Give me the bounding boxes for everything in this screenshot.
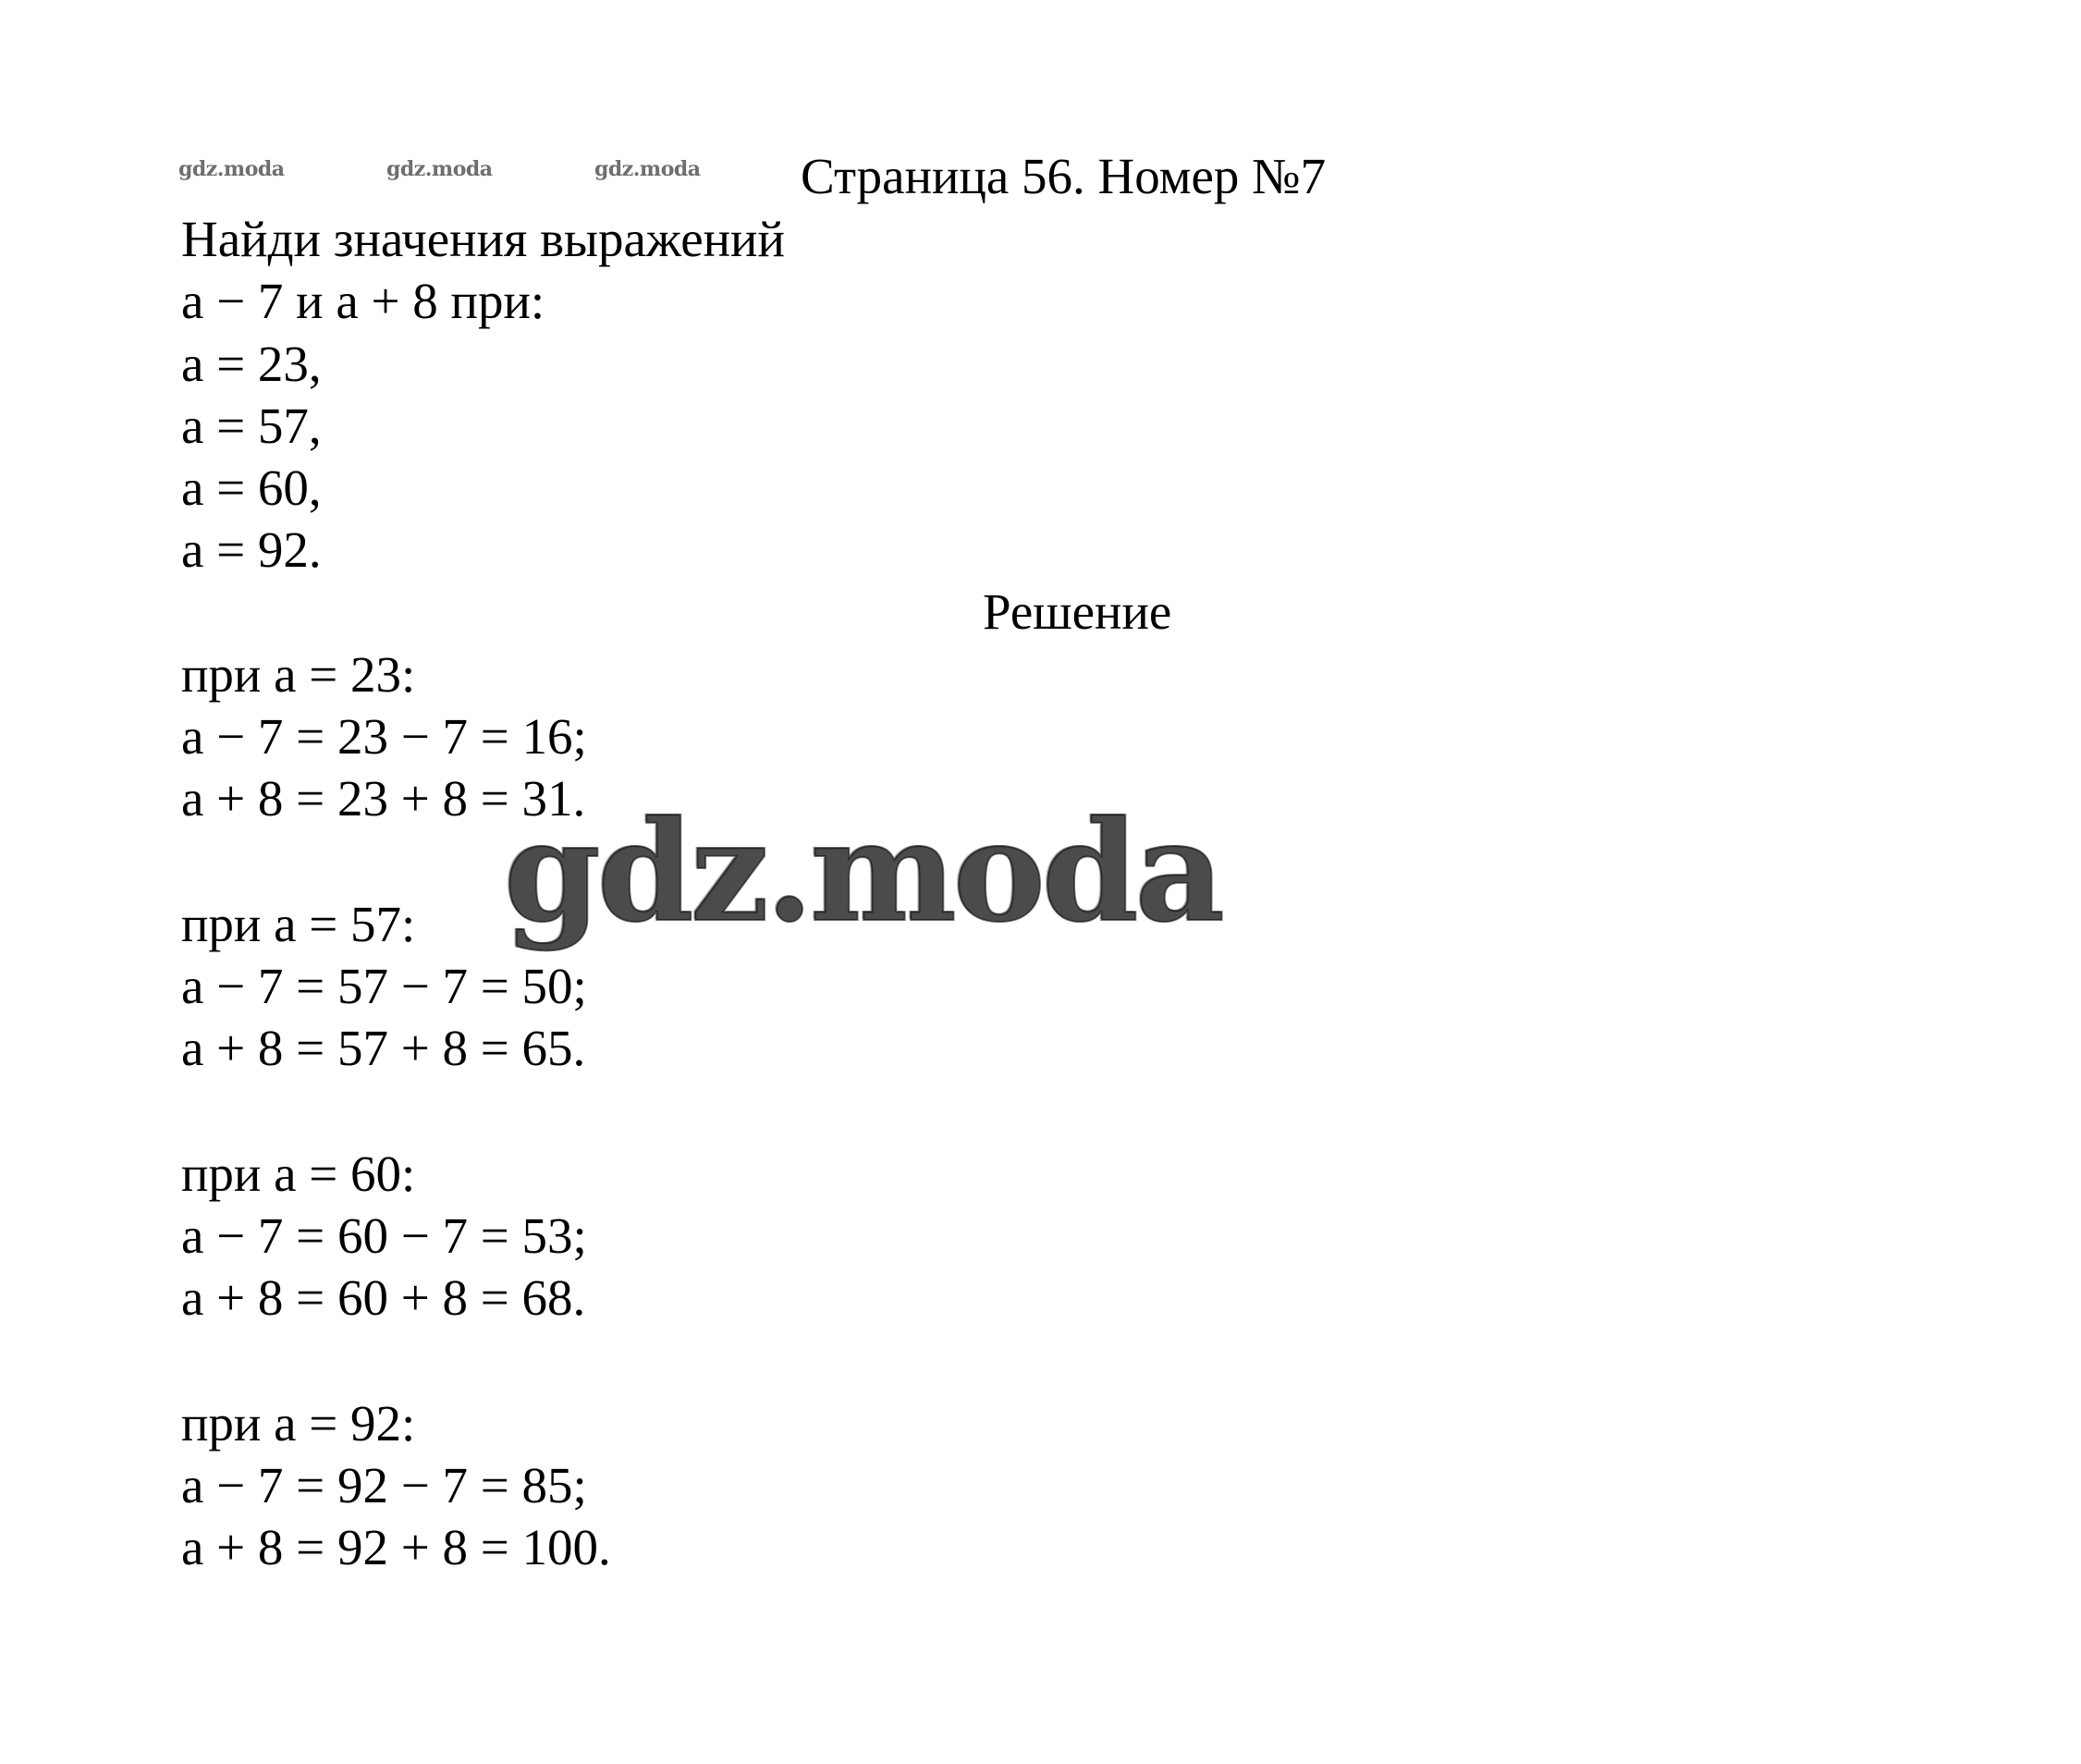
solution-minus-line: a − 7 = 60 − 7 = 53; (181, 1207, 587, 1264)
watermark-large: gdz.moda (504, 790, 1222, 953)
watermark-small: gdz.moda (594, 157, 701, 181)
solution-minus-line: a − 7 = 23 − 7 = 16; (181, 708, 587, 765)
page-title: Страница 56. Номер №7 (801, 148, 1327, 204)
solution-minus-line: a − 7 = 92 − 7 = 85; (181, 1457, 587, 1513)
task-line: a − 7 и a + 8 при: (181, 273, 545, 329)
task-line: a = 57, (181, 398, 322, 454)
solution-plus-line: a + 8 = 23 + 8 = 31. (181, 770, 586, 827)
task-line: a = 92. (181, 521, 322, 578)
solution-condition: при a = 57: (181, 896, 416, 952)
task-line: a = 60, (181, 459, 322, 516)
watermark-small: gdz.moda (178, 157, 285, 181)
solution-plus-line: a + 8 = 57 + 8 = 65. (181, 1020, 586, 1076)
task-line: Найди значения выражений (181, 211, 785, 267)
solution-plus-line: a + 8 = 60 + 8 = 68. (181, 1269, 586, 1326)
solution-heading: Решение (983, 583, 1172, 640)
solution-condition: при a = 60: (181, 1145, 416, 1202)
task-line: a = 23, (181, 336, 322, 392)
solution-condition: при a = 92: (181, 1395, 416, 1452)
solution-minus-line: a − 7 = 57 − 7 = 50; (181, 958, 587, 1014)
solution-condition: при a = 23: (181, 646, 416, 703)
solution-plus-line: a + 8 = 92 + 8 = 100. (181, 1519, 611, 1575)
watermark-small: gdz.moda (386, 157, 493, 181)
